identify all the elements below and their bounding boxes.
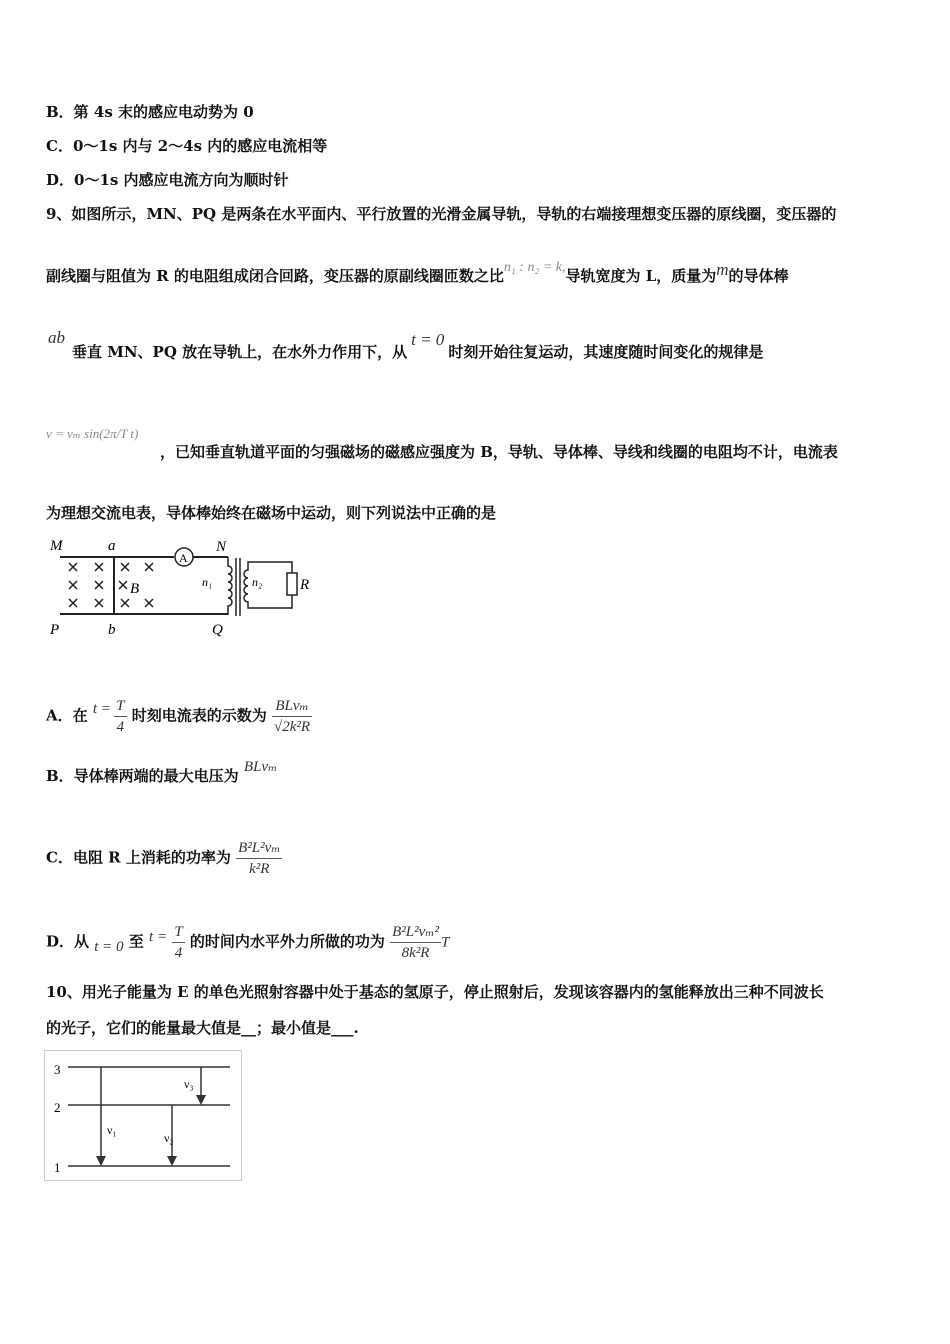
q10-line2: 的光子，它们的能量最大值是__；最小值是___. — [46, 1019, 359, 1037]
option-b-value: BLvₘ — [243, 759, 278, 775]
option-d-frac-num: T — [172, 922, 184, 943]
label-N: N — [216, 539, 227, 555]
q9-option-d — [46, 922, 449, 963]
option-a-frac-den: 4 — [116, 719, 125, 735]
option-a-frac-num: T — [114, 696, 126, 717]
option-d-val-num: B²L²vₘ² — [390, 922, 441, 943]
prev-option-c: C．0～1s 内与 2～4s 内的感应电流相等 — [46, 137, 328, 155]
q9-line4: ，已知垂直轨道平面的匀强磁场的磁感应强度为 B，导轨、导体棒、导线和线圈的电阻均不计，电流表 — [160, 443, 838, 461]
option-b-text: B．导体棒两端的最大电压为 — [46, 767, 239, 785]
option-c-text: C．电阻 R 上消耗的功率为 — [46, 848, 231, 867]
q9-circuit-figure — [44, 536, 324, 642]
magnetic-field-crosses — [69, 563, 153, 607]
prev-option-b: B．第 4s 末的感应电动势为 0 — [46, 103, 254, 121]
q10-energy-level-diagram — [44, 1050, 244, 1184]
option-c-val-num: B²L²vₘ — [236, 838, 282, 859]
option-d-frac-den: 4 — [174, 945, 183, 961]
option-c-val-den: k²R — [249, 861, 270, 877]
q9-line5: 为理想交流电表，导体棒始终在磁场中运动，则下列说法中正确的是 — [46, 504, 497, 522]
diagram-border — [45, 1051, 242, 1181]
level-3-label: 3 — [54, 1062, 61, 1077]
resistor-R — [287, 573, 297, 595]
transition-nu1-head — [96, 1156, 106, 1166]
prev-option-d: D．0～1s 内感应电流方向为顺时针 — [46, 171, 289, 189]
label-M: M — [50, 538, 63, 554]
label-P: P — [50, 622, 60, 638]
option-a-val-num: BLvₘ — [272, 696, 312, 717]
q9-option-c — [46, 838, 282, 879]
q9-line2b: 导轨宽度为 L，质量为 — [565, 267, 717, 285]
q9-option-b — [46, 759, 278, 787]
q9-line2c: 的导体棒 — [728, 267, 789, 285]
level-1-label: 1 — [54, 1160, 61, 1175]
option-d-label: D．从 — [46, 932, 90, 951]
option-c-value — [236, 838, 282, 879]
q9-velocity-formula: v = vₘ sin(2π/T t) — [46, 426, 139, 441]
q9-line3a: 垂直 MN、PQ 放在导轨上，在水外力作用下，从 — [72, 343, 408, 361]
label-a: a — [108, 538, 116, 554]
q9-line3b: 时刻开始往复运动，其速度随时间变化的规律是 — [448, 343, 764, 361]
ammeter-label: A — [179, 551, 188, 565]
secondary-wire-bottom — [248, 595, 292, 608]
q9-t0: t = 0 — [411, 330, 445, 349]
transition-nu2-head — [167, 1156, 177, 1166]
q9-line1: 9、如图所示，MN、PQ 是两条在水平面内、平行放置的光滑金属导轨，导轨的右端接理想变压器的原线圈，变压器的 — [46, 205, 837, 223]
q9-turns-ratio: n₁ : n₂ = k, — [503, 260, 566, 275]
q9-rod-ab: ab — [48, 328, 65, 347]
label-B-field: B — [130, 581, 140, 597]
primary-coil — [228, 557, 232, 615]
q9-option-a — [46, 696, 312, 737]
option-d-t: t = — [149, 928, 168, 945]
option-a-fraction — [114, 696, 126, 737]
q10-line1: 10、用光子能量为 E 的单色光照射容器中处于基态的氢原子，停止照射后，发现该容器内的氢能释放出三种不同波长 — [46, 983, 824, 1001]
label-Q: Q — [212, 622, 223, 638]
transition-nu3-label: ν₃ — [184, 1077, 194, 1091]
q9-line2a: 副线圈与阻值为 R 的电阻组成闭合回路，变压器的原副线圈匝数之比 — [46, 267, 504, 285]
secondary-coil — [244, 566, 248, 606]
option-a-t: t = — [92, 700, 111, 717]
q9-line3 — [72, 330, 764, 362]
option-a-val-den: √2k²R — [273, 719, 311, 735]
secondary-wire-top — [248, 562, 292, 573]
option-a-text: 时刻电流表的示数为 — [131, 706, 267, 725]
option-d-to: 至 — [128, 932, 144, 951]
q9-line2 — [46, 260, 789, 288]
option-d-val-den: 8k²R — [401, 945, 430, 961]
transition-nu1-label: ν₁ — [107, 1123, 117, 1137]
option-d-fraction — [172, 922, 184, 963]
option-a-label: A．在 — [46, 706, 88, 725]
option-a-value — [272, 696, 312, 737]
label-R: R — [300, 577, 310, 593]
option-d-text: 的时间内水平外力所做的功为 — [189, 932, 385, 951]
option-d-value — [390, 922, 441, 963]
label-n2: n₂ — [252, 575, 263, 589]
transition-nu3-head — [196, 1095, 206, 1105]
q9-mass-m: m — [716, 260, 729, 279]
transition-nu2-label: ν₂ — [164, 1131, 174, 1145]
option-d-val-T: T — [441, 934, 450, 951]
level-2-label: 2 — [54, 1100, 61, 1115]
label-n1: n₁ — [202, 575, 213, 589]
option-d-t0: t = 0 — [94, 938, 124, 955]
label-b: b — [108, 622, 116, 638]
